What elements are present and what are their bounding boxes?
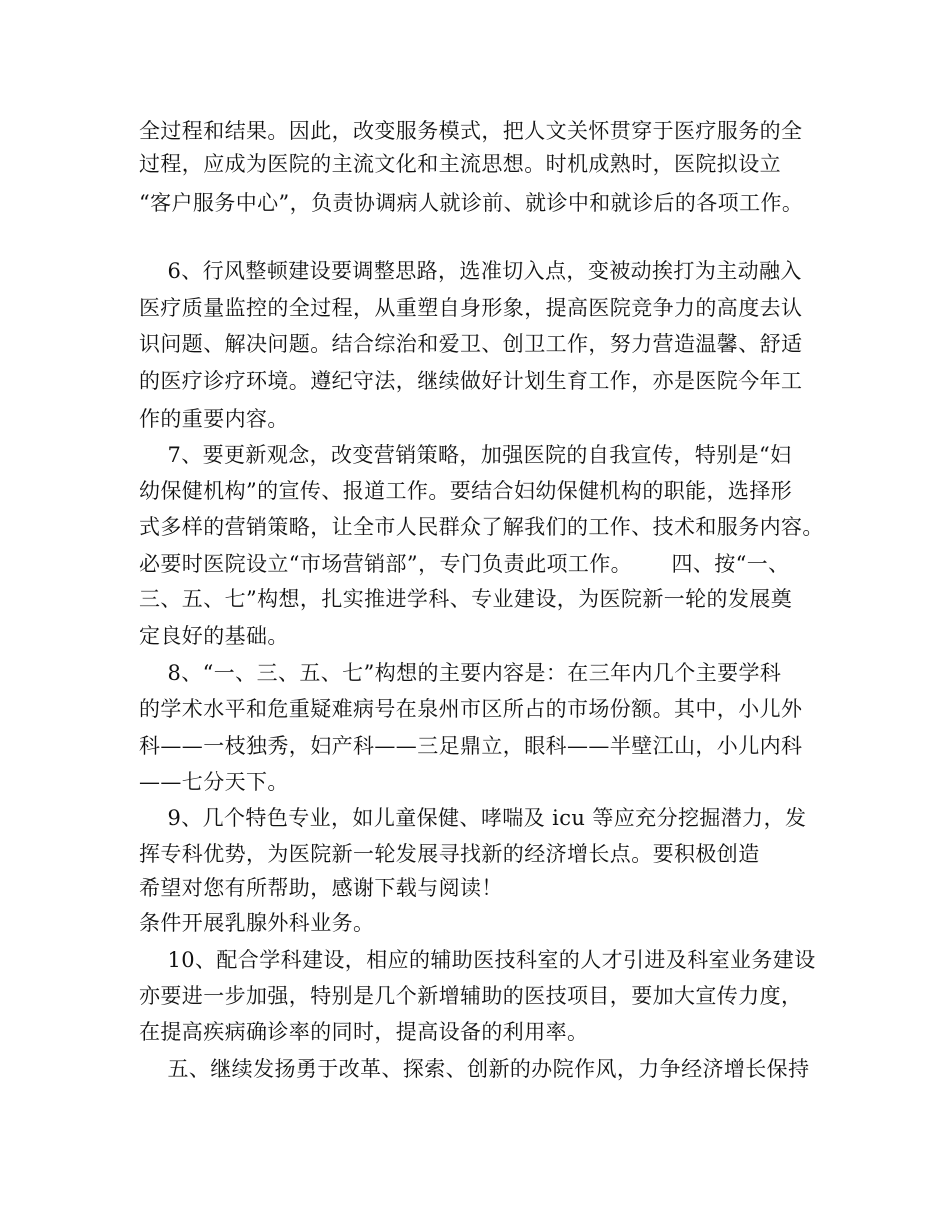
- section-5-line: 五、继续发扬勇于改革、探索、创新的办院作风，力争经济增长保持: [139, 1057, 810, 1081]
- text-line: 科——一枝独秀，妇产科——三足鼎立，眼科——半壁江山，小儿内科: [139, 734, 803, 758]
- text-line: 的医疗诊疗环境。遵纪守法，继续做好计划生育工作，亦是医院今年工: [139, 369, 803, 393]
- text-line: 三、五、七”构想，扎实推进学科、专业建设，为医院新一轮的发展奠: [139, 587, 793, 611]
- text-line: 作的重要内容。: [139, 407, 289, 431]
- text-line: 幼保健机构”的宣传、报道工作。要结合妇幼保健机构的职能，选择形: [139, 479, 793, 503]
- text-line: ——七分天下。: [139, 770, 289, 794]
- text-line: 全过程和结果。因此，改变服务模式，把人文关怀贯穿于医疗服务的全: [139, 119, 803, 143]
- text-line: 医疗质量监控的全过程，从重塑自身形象，提高医院竞争力的高度去认: [139, 296, 803, 320]
- text-line: 亦要进一步加强，特别是几个新增辅助的医技项目，要加大宣传力度，: [139, 984, 803, 1008]
- text-line: 在提高疾病确诊率的同时，提高设备的利用率。: [139, 1020, 589, 1044]
- download-notice: 希望对您有所帮助，感谢下载与阅读！: [139, 876, 503, 900]
- paragraph-8-line: 8、“一、三、五、七”构想的主要内容是：在三年内几个主要学科: [139, 661, 782, 685]
- paragraph-7-line: 7、要更新观念，改变营销策略，加强医院的自我宣传，特别是“妇: [139, 443, 792, 467]
- text-line: 挥专科优势，为医院新一轮发展寻找新的经济增长点。要积极创造: [139, 842, 760, 866]
- text-line: 的学术水平和危重疑难病号在泉州市区所占的市场份额。其中，小儿外: [139, 697, 803, 721]
- text-line: 必要时医院设立“市场营销部”，专门负责此项工作。 四、按“一、: [139, 552, 790, 576]
- paragraph-6-line: 6、行风整顿建设要调整思路，选准切入点，变被动挨打为主动融入: [139, 259, 802, 283]
- paragraph-9-line: 9、几个特色专业，如儿童保健、哮喘及 icu 等应充分挖掘潜力，发: [139, 806, 807, 830]
- paragraph-10-line: 10、配合学科建设，相应的辅助医技科室的人才引进及科室业务建设: [139, 948, 816, 972]
- text-line: 识问题、解决问题。结合综治和爱卫、创卫工作，努力营造温馨、舒适: [139, 332, 803, 356]
- text-line: “客户服务中心”，负责协调病人就诊前、就诊中和就诊后的各项工作。: [139, 191, 804, 215]
- text-line: 条件开展乳腺外科业务。: [139, 911, 375, 935]
- text-line: 定良好的基础。: [139, 624, 289, 648]
- text-line: 过程，应成为医院的主流文化和主流思想。时机成熟时，医院拟设立: [139, 152, 781, 176]
- text-line: 式多样的营销策略，让全市人民群众了解我们的工作、技术和服务内容。: [139, 515, 824, 539]
